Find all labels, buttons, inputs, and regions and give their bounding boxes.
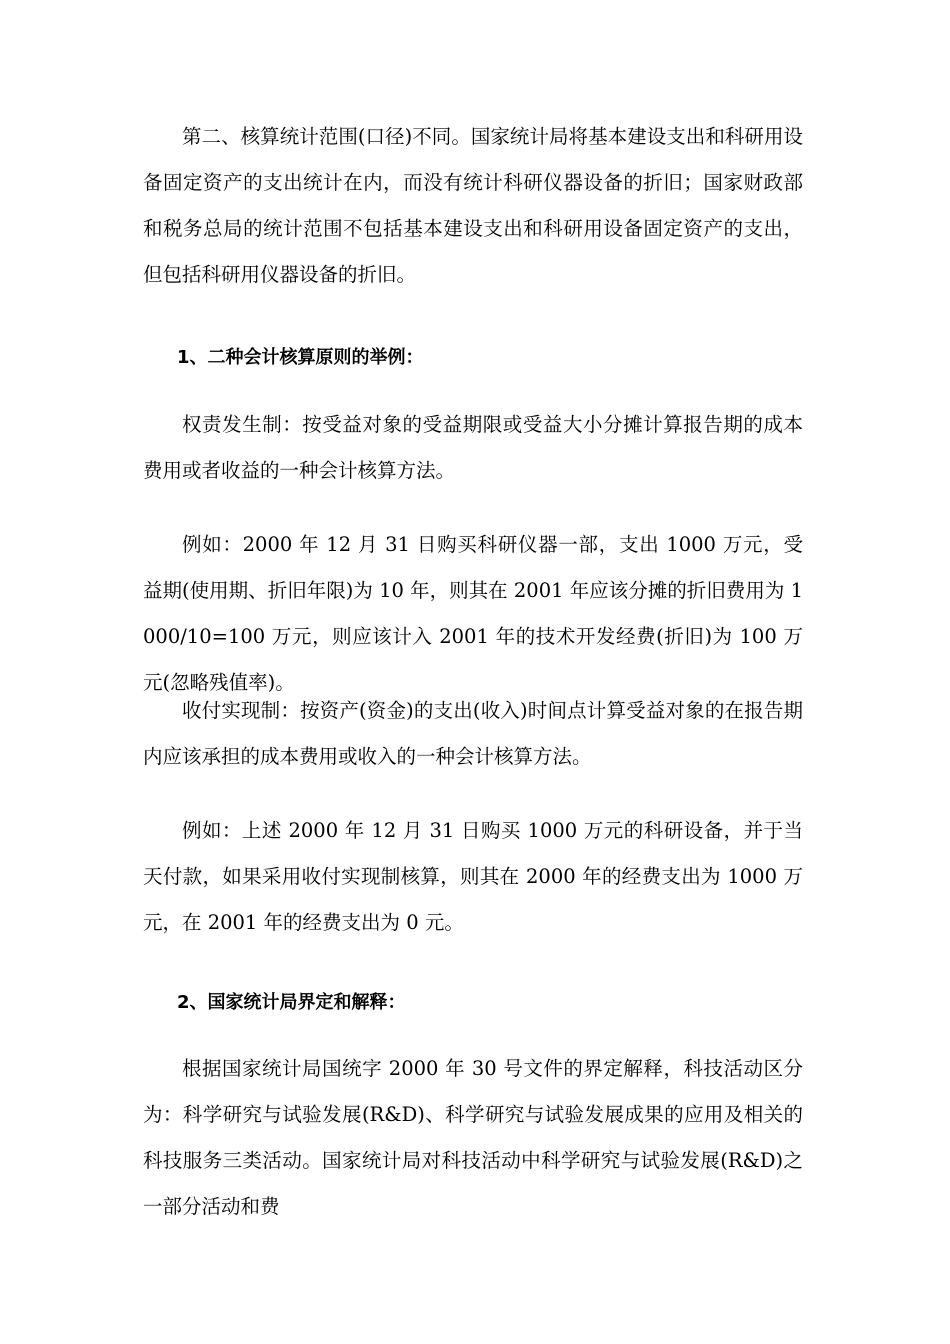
- paragraph-statistics-definition: 根据国家统计局国统字 2000 年 30 号文件的界定解释，科技活动区分为：科学研究与试验发展(R&D)、科学研究与试验发展成果的应用及相关的科技服务三类活动。国家统计局对科技活动中科学研究与试验发展(R&D)之一部分活动和费: [143, 1057, 803, 1218]
- paragraph-accrual-example: 例如：2000 年 12 月 31 日购买科研仪器一部，支出 1000 万元，受益期(使用期、折旧年限)为 10 年，则其在 2001 年应该分摊的折旧费用为 1000/10=100 万元，则应该计入 2001 年的技术开发经费(折旧)为 100 万元(忽略残值率)。: [143, 533, 803, 694]
- paragraph-cash-basis: 收付实现制：按资产(资金)的支出(收入)时间点计算受益对象的在报告期内应该承担的成本费用或收入的一种会计核算方法。: [143, 699, 803, 768]
- paragraph-scope-difference: 第二、核算统计范围(口径)不同。国家统计局将基本建设支出和科研用设备固定资产的支出统计在内，而没有统计科研仪器设备的折旧；国家财政部和税务总局的统计范围不包括基本建设支出和科研用设备固定资产的支出，但包括科研用仪器设备的折旧。: [143, 125, 803, 286]
- heading-accounting-examples: 1、二种会计核算原则的举例：: [177, 347, 424, 368]
- paragraph-cash-example: 例如：上述 2000 年 12 月 31 日购买 1000 万元的科研设备，并于当天付款，如果采用收付实现制核算，则其在 2000 年的经费支出为 1000 万元，在 2001 年的经费支出为 0 元。: [143, 819, 803, 934]
- heading-statistics-bureau: 2、国家统计局界定和解释：: [177, 992, 406, 1013]
- paragraph-accrual-basis: 权责发生制：按受益对象的受益期限或受益大小分摊计算报告期的成本费用或者收益的一种会计核算方法。: [143, 413, 803, 482]
